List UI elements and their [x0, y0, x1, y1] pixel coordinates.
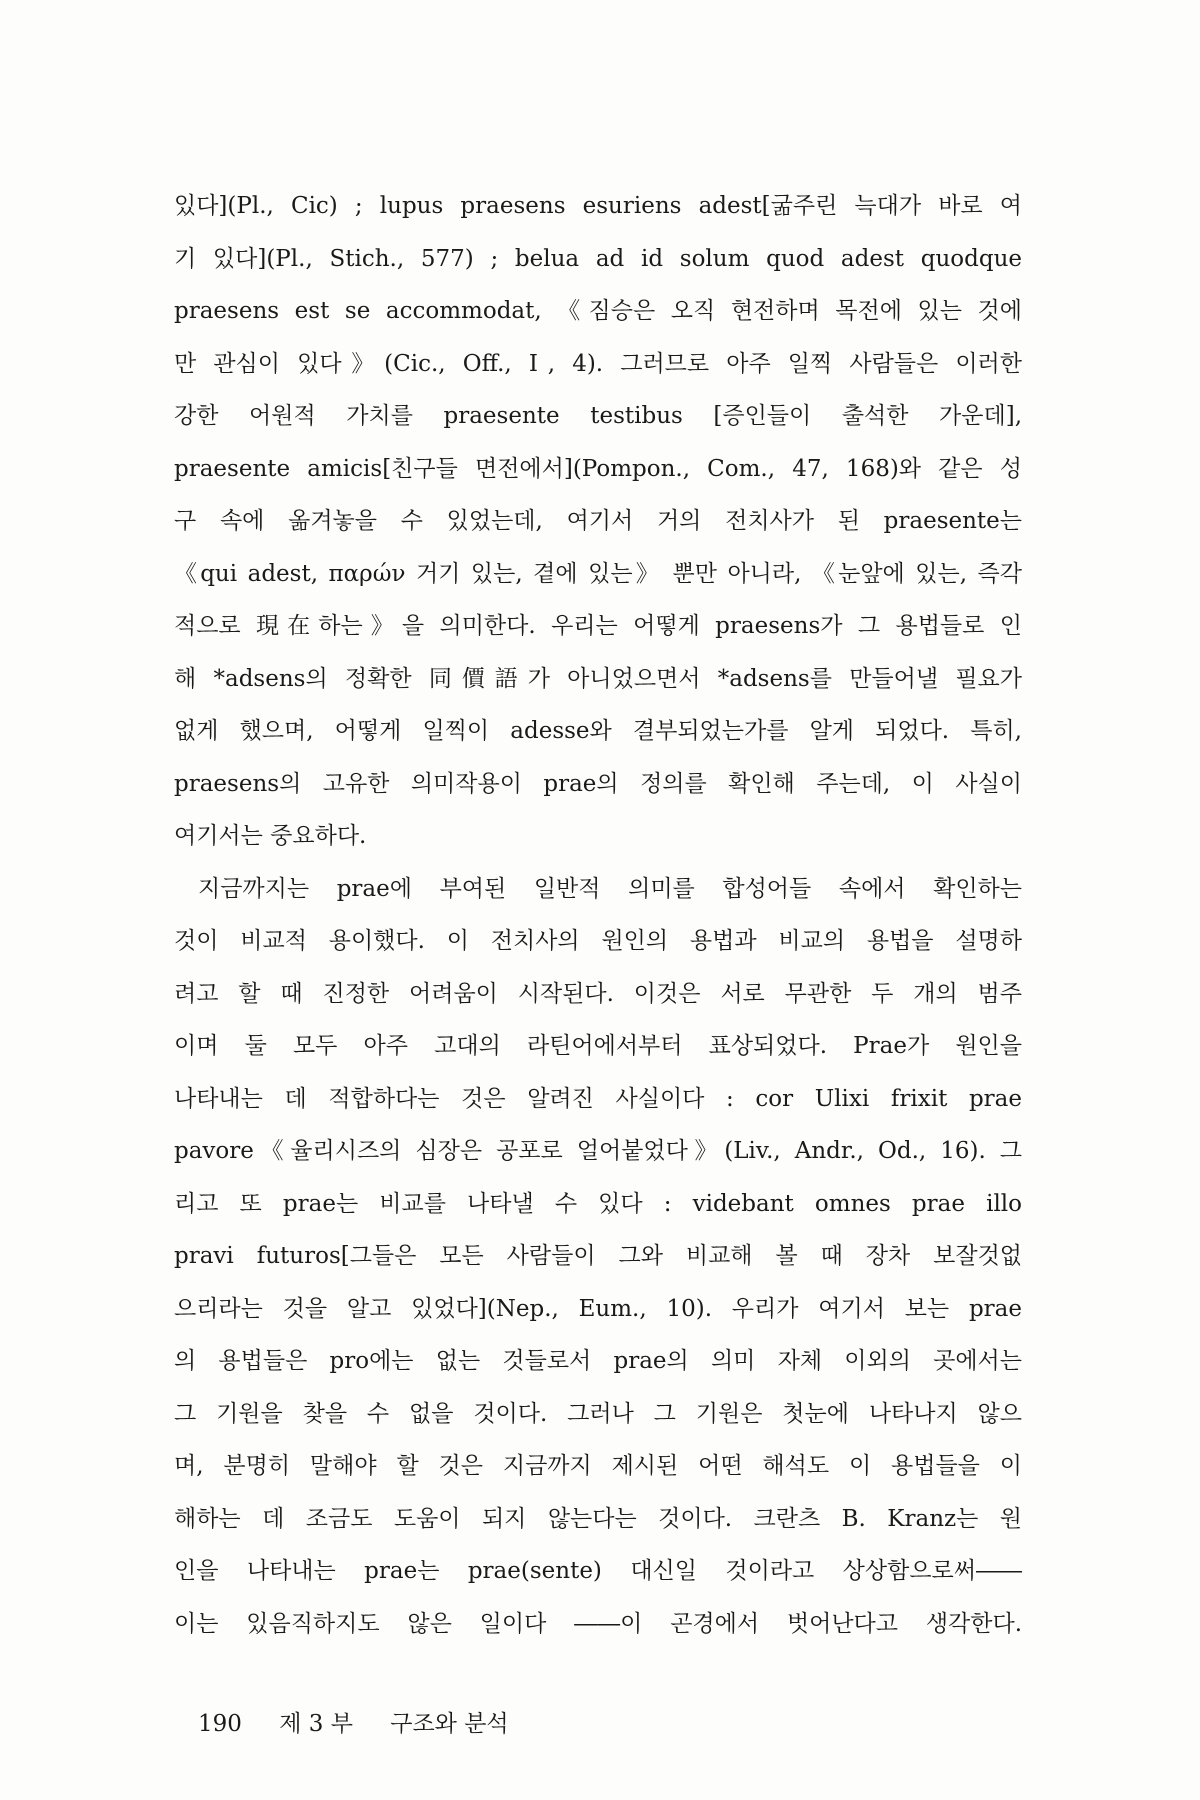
text-line: 그 기원을 찾을 수 없을 것이다. 그러나 그 기원은 첫눈에 나타나지 않으: [174, 1400, 1022, 1427]
text-line: 것이 비교적 용이했다. 이 전치사의 원인의 용법과 비교의 용법을 설명하: [174, 928, 1022, 954]
text-line: 이며 둘 모두 아주 고대의 라틴어에서부터 표상되었다. Prae가 원인을: [174, 1033, 1022, 1059]
text-line: 《qui adest, παρών 거기 있는, 곁에 있는》 뿐만 아니라, 《눈앞에 있는, 즉각: [174, 560, 1022, 587]
text-line: pravi futuros[그들은 모든 사람들이 그와 비교해 볼 때 장차 보잘것없: [174, 1243, 1022, 1269]
text-line: 없게 했으며, 어떻게 일찍이 adesse와 결부되었는가를 알게 되었다. 특히,: [174, 718, 1022, 744]
text-line: praesens est se accommodat, 《짐승은 오직 현전하며 목전에 있는 것에: [174, 298, 1022, 324]
body-text: [174, 180, 1022, 1650]
text-line: 해 *adsens의 정확한 同價語가 아니었으면서 *adsens를 만들어낼 필요가: [174, 665, 1022, 692]
text-line: praesente amicis[친구들 면전에서](Pompon., Com., 47, 168)와 같은 성: [174, 455, 1022, 482]
page-footer: [198, 1705, 898, 1741]
part-label: 제 3 부: [279, 1711, 353, 1737]
text-line: 인을 나타내는 prae는 prae(sente) 대신일 것이라고 상상함으로써――: [174, 1558, 1022, 1584]
text-line: 으리라는 것을 알고 있었다](Nep., Eum., 10). 우리가 여기서 보는 prae: [174, 1295, 1022, 1322]
text-line: 있다](Pl., Cic) ; lupus praesens esuriens adest[굶주린 늑대가 바로 여: [174, 193, 1022, 219]
text-line-paragraph-end: 여기서는 중요하다.: [174, 823, 367, 849]
page-number: 190: [198, 1711, 242, 1737]
text-line-paragraph-start: 지금까지는 prae에 부여된 일반적 의미를 합성어들 속에서 확인하는: [198, 875, 1022, 902]
text-line: 적으로 現在하는》을 의미한다. 우리는 어떻게 praesens가 그 용법들로 인: [174, 613, 1022, 639]
section-title: 구조와 분석: [390, 1711, 509, 1737]
text-line: 해하는 데 조금도 도움이 되지 않는다는 것이다. 크란츠 B. Kranz는 원: [174, 1505, 1022, 1532]
text-line: 리고 또 prae는 비교를 나타낼 수 있다 : videbant omnes prae illo: [174, 1190, 1022, 1217]
text-line: 이는 있음직하지도 않은 일이다 ――이 곤경에서 벗어난다고 생각한다.: [174, 1610, 1022, 1637]
text-line: praesens의 고유한 의미작용이 prae의 정의를 확인해 주는데, 이 사실이: [174, 770, 1022, 797]
text-line: 기 있다](Pl., Stich., 577) ; belua ad id solum quod adest quodque: [174, 245, 1022, 272]
text-line: 의 용법들은 pro에는 없는 것들로서 prae의 의미 자체 이외의 곳에서는: [174, 1348, 1022, 1374]
text-line: 강한 어원적 가치를 praesente testibus [증인들이 출석한 가운데],: [174, 403, 1022, 429]
text-line: pavore《율리시즈의 심장은 공포로 얼어붙었다》(Liv., Andr., Od., 16). 그: [174, 1138, 1022, 1164]
text-line: 구 속에 옮겨놓을 수 있었는데, 여기서 거의 전치사가 된 praesente는: [174, 508, 1022, 534]
text-line: 며, 분명히 말해야 할 것은 지금까지 제시된 어떤 해석도 이 용법들을 이: [174, 1453, 1022, 1479]
text-line: 나타내는 데 적합하다는 것은 알려진 사실이다 : cor Ulixi frixit prae: [174, 1085, 1022, 1112]
text-line: 만 관심이 있다》(Cic., Off., Ⅰ, 4). 그러므로 아주 일찍 사람들은 이러한: [174, 350, 1022, 377]
text-line: 려고 할 때 진정한 어려움이 시작된다. 이것은 서로 무관한 두 개의 범주: [174, 980, 1022, 1007]
